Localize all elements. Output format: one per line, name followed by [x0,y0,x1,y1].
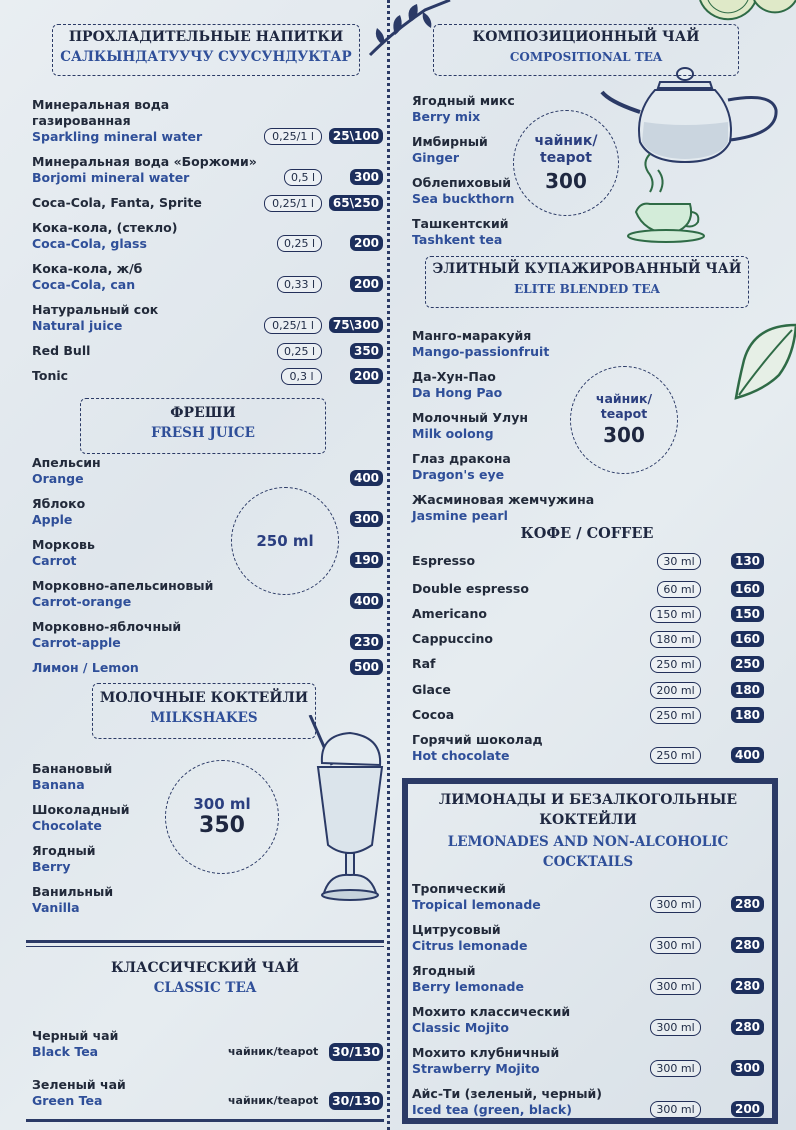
volume-badge: 300 ml [650,1019,701,1036]
milkshake-illustration [300,715,390,905]
milkshakes-title-en: MILKSHAKES [150,710,258,726]
price-badge: 25\100 [329,128,383,144]
price-badge: 200 [350,235,383,251]
item-name-en: Hot chocolate [412,748,510,763]
list-item [32,220,177,252]
fresh-header [80,398,326,454]
item-name-ru: Жасминовая жемчужина [412,492,595,507]
item-name-ru: Tonic [32,368,69,383]
teapot-illustration [600,62,784,252]
list-item [412,451,511,483]
teapot-note: чайник/teapot [228,1045,319,1058]
price-badge: 160 [731,631,764,647]
volume-badge: 0,25/1 l [264,317,322,334]
item-name-ru: Апельсин [32,455,101,470]
item-name-ru: Red Bull [32,343,91,358]
item-name-en: Borjomi mineral water [32,170,190,185]
volume-badge: 180 ml [650,631,701,648]
price-badge: 200 [350,276,383,292]
item-name-en: Sea buckthorn [412,191,515,206]
item-name-en: Natural juice [32,318,123,333]
list-item [32,843,96,875]
item-name-ru: Кока-кола, (стекло) [32,220,178,235]
price-badge: 160 [731,581,764,597]
classic-tea-header [26,958,384,998]
classic-tea-title-ru: КЛАССИЧЕСКИЙ ЧАЙ [110,960,300,976]
lemonades-title-en1: LEMONADES AND NON-ALCOHOLIC [447,834,729,850]
volume-badge: 200 ml [650,682,701,699]
item-name-en: Carrot [32,553,77,568]
comp-tea-title-en: COMPOSITIONAL TEA [509,50,663,64]
list-item [32,195,202,211]
item-name-ru: Кока-кола, ж/б [32,261,143,276]
item-name-en: Vanilla [32,900,80,915]
item-name-en: Da Hong Pao [412,385,503,400]
item-name-ru: Ягодный микс [412,93,515,108]
classic-tea-title-en: CLASSIC TEA [153,980,257,996]
volume-badge: 300 ml [650,978,701,995]
price-badge: 250 [731,656,764,672]
milkshakes-title-ru: МОЛОЧНЫЕ КОКТЕЙЛИ [99,690,309,706]
list-item [32,802,130,834]
volume-badge: 0,5 l [284,169,322,186]
price-badge: 65\250 [329,195,383,211]
item-name-ru: Морковь [32,537,95,552]
lemonades-title-ru2: КОКТЕЙЛИ [539,812,637,828]
column-divider [387,0,390,1130]
item-name-en: Carrot-apple [32,635,121,650]
item-name-en: Black Tea [32,1044,99,1059]
volume-badge: 300 ml [650,1101,701,1118]
milkshakes-volume: 300 ml [193,795,251,813]
fresh-title-en: FRESH JUICE [151,425,255,441]
elite-tea-title-ru: ЭЛИТНЫЙ КУПАЖИРОВАННЫЙ ЧАЙ [432,261,742,277]
item-name-ru: Мохито клубничный [412,1045,560,1060]
fresh-volume: 250 ml [256,532,314,550]
milkshakes-header [92,683,316,739]
list-item [32,619,181,651]
list-item [32,1028,118,1060]
list-item [32,343,90,359]
item-name-en: Coca-Cola, glass [32,236,147,251]
list-item [412,922,527,954]
item-name-ru: Тропический [412,881,506,896]
item-name-ru: Зеленый чай [32,1077,126,1092]
item-name-ru: Горячий шоколад [412,732,543,747]
item-name-en: Jasmine pearl [412,508,508,523]
price-badge: 280 [731,937,764,953]
cold-drinks-title-ru: ПРОХЛАДИТЕЛЬНЫЕ НАПИТКИ [68,29,344,45]
item-name-en: Banana [32,777,85,792]
price-badge: 200 [731,1101,764,1117]
list-item: Glace [412,682,451,697]
item-name-ru: Ягодный [32,843,96,858]
price-badge: 75\300 [329,317,383,333]
list-item [32,660,139,676]
cold-drinks-title-ky: САЛКЫНДАТУУЧУ СУУСУНДУКТАР [60,49,352,65]
list-item [32,537,95,569]
lemonades-title-ru1: ЛИМОНАДЫ И БЕЗАЛКОГОЛЬНЫЕ [438,792,738,808]
list-item [32,1077,126,1109]
item-name-ru: Морковно-апельсиновый [32,578,214,593]
comp-tea-header [433,24,739,76]
item-name-ru: Coca-Cola, Fanta, Sprite [32,195,202,210]
price-badge: 150 [731,606,764,622]
elite-tea-circle-label: чайник/ teapot [595,391,653,421]
price-badge: 300 [731,1060,764,1076]
item-name-en: Coca-Cola, can [32,277,136,292]
price-badge: 280 [731,896,764,912]
list-item [32,368,68,384]
price-badge: 350 [350,343,383,359]
item-name-en: Milk oolong [412,426,494,441]
coffee-title: КОФЕ / COFFEE [520,525,654,542]
coffee-header [412,524,762,544]
price-badge: 180 [731,682,764,698]
list-item [412,134,488,166]
comp-tea-circle-price: 300 [545,169,587,193]
list-item: Cocoa [412,707,455,722]
fresh-title-ru: ФРЕШИ [170,405,236,421]
item-name-en: Tropical lemonade [412,897,541,912]
item-name-en: Dragon's eye [412,467,505,482]
price-badge: 400 [350,470,383,486]
item-name-ru: Банановый [32,761,113,776]
item-name-en: Chocolate [32,818,102,833]
list-item: Raf [412,656,436,671]
price-badge: 130 [731,553,764,569]
milkshakes-price: 350 [199,813,245,838]
elite-tea-circle-price: 300 [603,423,645,447]
list-item [32,261,142,293]
item-name-en: Carrot-orange [32,594,132,609]
price-badge: 230 [350,634,383,650]
list-item [412,963,524,995]
classic-tea-top-rule [26,940,384,943]
comp-tea-title-ru: КОМПОЗИЦИОННЫЙ ЧАЙ [472,29,700,45]
cold-drinks-header [52,24,360,76]
item-name-ru: Натуральный сок [32,302,159,317]
price-badge: 30/130 [329,1043,383,1061]
volume-badge: 0,3 l [281,368,322,385]
item-name-en: Berry [32,859,71,874]
comp-tea-price-circle [513,110,619,216]
teapot-note: чайник/teapot [228,1094,319,1107]
price-badge: 180 [731,707,764,723]
item-name-ru: Молочный Улун [412,410,528,425]
list-item [412,93,515,125]
price-badge: 400 [731,747,764,763]
price-badge: 500 [350,659,383,675]
item-name-ru: Ванильный [32,884,114,899]
item-name-ru: Имбирный [412,134,488,149]
volume-badge: 0,25 l [277,235,322,252]
list-item [412,410,528,442]
list-item [412,216,509,248]
elite-tea-price-circle [570,366,678,474]
list-item [32,302,158,334]
price-badge: 280 [731,1019,764,1035]
volume-badge: 300 ml [650,937,701,954]
item-name-ru: Шоколадный [32,802,130,817]
item-name-en: Sparkling mineral water [32,129,203,144]
list-item [412,732,543,764]
volume-badge: 60 ml [657,581,701,598]
volume-badge: 250 ml [650,656,701,673]
item-name: Лимон / Lemon [32,660,139,675]
item-name-ru: Глаз дракона [412,451,511,466]
volume-badge: 30 ml [657,553,701,570]
lemonades-title-en2: COCKTAILS [542,854,634,870]
item-name-ru: Да-Хун-Пао [412,369,496,384]
classic-tea-bottom-rule [26,1119,384,1122]
list-item [412,1004,570,1036]
list-item [412,492,594,524]
item-name-ru: Облепиховый [412,175,512,190]
volume-badge: 250 ml [650,707,701,724]
volume-badge: 0,25/1 l [264,128,322,145]
item-name-en: Strawberry Mojito [412,1061,540,1076]
list-item [32,884,113,916]
item-name-ru: Ташкентский [412,216,509,231]
item-name-en: Mango-passionfruit [412,344,550,359]
volume-badge: 0,25 l [277,343,322,360]
list-item [412,1086,602,1118]
list-item [32,496,85,528]
list-item [32,578,213,610]
volume-badge: 250 ml [650,747,701,764]
list-item [412,369,502,401]
item-name-en: Green Tea [32,1093,103,1108]
item-name-en: Ginger [412,150,460,165]
price-badge: 190 [350,552,383,568]
item-name-ru: газированная [32,113,131,128]
item-name-en: Orange [32,471,84,486]
price-badge: 280 [731,978,764,994]
elite-tea-title-en: ELITE BLENDED TEA [514,282,660,296]
lemonades-header [406,790,770,872]
list-item [412,175,514,207]
list-item [32,761,112,793]
item-name-ru: Минеральная вода [32,97,170,112]
item-name-ru: Айс-Ти (зеленый, черный) [412,1086,602,1101]
list-item [412,1045,559,1077]
price-badge: 300 [350,169,383,185]
comp-tea-circle-label: чайник/ teapot [534,133,598,166]
list-item [412,328,549,360]
volume-badge: 150 ml [650,606,701,623]
elite-tea-header [425,256,749,308]
list-item [32,154,257,186]
item-name-ru: Мохито классический [412,1004,571,1019]
item-name-en: Berry lemonade [412,979,524,994]
item-name-en: Citrus lemonade [412,938,528,953]
item-name-ru: Морковно-яблочный [32,619,182,634]
price-badge: 200 [350,368,383,384]
volume-badge: 0,33 l [277,276,322,293]
item-name-ru: Яблоко [32,496,86,511]
price-badge: 400 [350,593,383,609]
volume-badge: 300 ml [650,1060,701,1077]
list-item [32,455,101,487]
volume-badge: 0,25/1 l [264,195,322,212]
item-name-en: Classic Mojito [412,1020,509,1035]
milkshakes-price-circle [165,760,279,874]
item-name-en: Berry mix [412,109,481,124]
list-item [412,881,541,913]
list-item: Americano [412,606,487,621]
list-item: Cappuccino [412,631,493,646]
item-name-en: Iced tea (green, black) [412,1102,572,1117]
price-badge: 30/130 [329,1092,383,1110]
item-name-ru: Черный чай [32,1028,119,1043]
list-item: Espresso [412,553,476,568]
item-name-ru: Ягодный [412,963,476,978]
list-item [32,97,202,145]
fresh-volume-circle [231,487,339,595]
list-item: Double espresso [412,581,529,596]
leaf-illustration [734,320,796,400]
volume-badge: 300 ml [650,896,701,913]
item-name-ru: Манго-маракуйя [412,328,532,343]
item-name-en: Apple [32,512,73,527]
price-badge: 300 [350,511,383,527]
item-name-ru: Минеральная вода «Боржоми» [32,154,257,169]
item-name-en: Tashkent tea [412,232,503,247]
item-name-ru: Цитрусовый [412,922,501,937]
classic-tea-top-rule-thin [26,946,384,947]
